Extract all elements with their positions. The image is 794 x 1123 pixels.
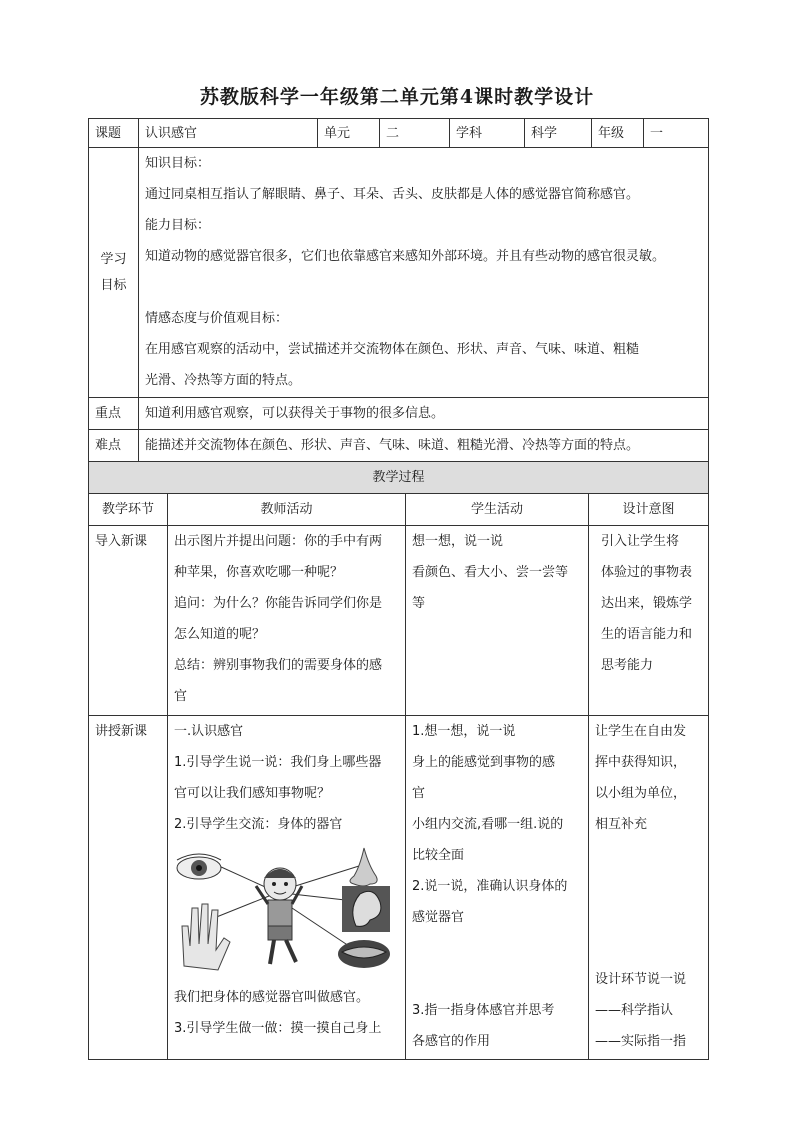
intro-teacher-line: 总结：辨别事物我们的需要身体的感 — [174, 658, 383, 673]
lecture-design — [589, 716, 709, 1060]
intro-teacher-line: 怎么知道的呢？ — [174, 627, 266, 642]
col-student: 学生活动 — [406, 494, 589, 526]
intro-design-line: 引入让学生将 — [601, 534, 680, 549]
sense-organs-illustration — [174, 846, 394, 976]
intro-stage: 导入新课 — [89, 526, 168, 716]
intro-design — [589, 526, 709, 716]
grade-label: 年级 — [592, 119, 644, 148]
lecture-design-line: 设计环节说一说 — [595, 972, 687, 987]
page-title: 苏教版科学一年级第二单元第4课时教学设计 — [199, 86, 595, 108]
lecture-teacher — [168, 716, 406, 1060]
emotion-title: 情感态度与价值观目标： — [145, 311, 289, 326]
knowledge-title: 知识目标： — [145, 156, 211, 171]
topic-value: 认识感官 — [139, 119, 318, 148]
ear-icon — [342, 886, 390, 932]
intro-teacher-line: 官 — [174, 689, 188, 704]
emotion-text-2: 光滑、冷热等方面的特点。 — [145, 373, 302, 388]
lecture-design-line: 以小组为单位， — [595, 786, 687, 801]
lecture-student-line: 2.说一说，准确认识身体的 — [412, 879, 568, 894]
lecture-teacher-line: 2.引导学生交流：身体的器官 — [174, 817, 343, 832]
col-teacher: 教师活动 — [168, 494, 406, 526]
lecture-student-line: 官 — [412, 786, 426, 801]
col-design: 设计意图 — [589, 494, 709, 526]
mouth-icon — [338, 940, 390, 968]
lecture-student-line: 感觉器官 — [412, 910, 465, 925]
lecture-student-line: 身上的能感觉到事物的感 — [412, 755, 556, 770]
ability-text: 知道动物的感觉器官很多，它们也依靠感官来感知外部环境。并且有些动物的感官很灵敏。 — [145, 249, 666, 264]
intro-design-line: 达出来，锻炼学 — [601, 596, 693, 611]
lecture-student-line: 3.指一指身体感官并思考 — [412, 1003, 555, 1018]
lecture-design-line: 让学生在自由发 — [595, 724, 687, 739]
hand-icon — [182, 904, 230, 970]
boy-figure-icon — [256, 868, 302, 964]
key-point-text: 知道利用感官观察，可以获得关于事物的很多信息。 — [139, 398, 709, 430]
col-stage: 教学环节 — [89, 494, 168, 526]
lecture-design-line: ——科学指认 — [595, 1003, 674, 1018]
eye-icon — [177, 854, 221, 879]
emotion-text-1: 在用感官观察的活动中，尝试描述并交流物体在颜色、形状、声音、气味、味道、粗糙 — [145, 342, 640, 357]
lecture-student-line: 小组内交流,看哪一组.说的 — [412, 817, 564, 832]
goals-label-text: 学习目标 — [100, 251, 127, 293]
lecture-student-line: 各感官的作用 — [412, 1034, 491, 1049]
difficulty-label: 难点 — [89, 430, 139, 462]
key-point-label: 重点 — [89, 398, 139, 430]
goals-label — [89, 148, 139, 398]
lecture-design-line: ——实际指一指 — [595, 1034, 687, 1049]
ability-title: 能力目标： — [145, 218, 211, 233]
lesson-info-table — [88, 118, 709, 462]
difficulty-text: 能描述并交流物体在颜色、形状、声音、气味、味道、粗糙光滑、冷热等方面的特点。 — [139, 430, 709, 462]
lecture-student-line: 1.想一想，说一说 — [412, 724, 516, 739]
lecture-stage: 讲授新课 — [89, 716, 168, 1060]
topic-label: 课题 — [89, 119, 139, 148]
lecture-teacher-line: 我们把身体的感觉器官叫做感官。 — [174, 990, 370, 1005]
lecture-teacher-line: 1.引导学生说一说：我们身上哪些器 — [174, 755, 382, 770]
lecture-design-line: 挥中获得知识， — [595, 755, 687, 770]
intro-student-line: 看颜色、看大小、尝一尝等 — [412, 565, 569, 580]
unit-label: 单元 — [318, 119, 380, 148]
intro-teacher — [168, 526, 406, 716]
intro-teacher-line: 追问：为什么？你能告诉同学们你是 — [174, 596, 383, 611]
intro-design-line: 生的语言能力和 — [601, 627, 693, 642]
knowledge-text: 通过同桌相互指认了解眼睛、鼻子、耳朵、舌头、皮肤都是人体的感觉器官简称感官。 — [145, 187, 640, 202]
process-table — [88, 461, 709, 1060]
intro-student — [406, 526, 589, 716]
subject-value: 科学 — [525, 119, 592, 148]
lecture-teacher-line: 官可以让我们感知事物呢？ — [174, 786, 331, 801]
sense-organs-svg — [174, 846, 394, 976]
intro-design-line: 思考能力 — [601, 658, 654, 673]
intro-design-line: 体验过的事物表 — [601, 565, 693, 580]
lecture-design-line: 相互补充 — [595, 817, 648, 832]
unit-value: 二 — [380, 119, 450, 148]
grade-value: 一 — [644, 119, 709, 148]
goals-content — [139, 148, 709, 398]
lecture-teacher-line: 一.认识感官 — [174, 724, 244, 739]
intro-teacher-line: 种苹果，你喜欢吃哪一种呢？ — [174, 565, 344, 580]
intro-teacher-line: 出示图片并提出问题：你的手中有两 — [174, 534, 383, 549]
lecture-student-line: 比较全面 — [412, 848, 465, 863]
subject-label: 学科 — [450, 119, 525, 148]
lecture-student — [406, 716, 589, 1060]
intro-student-line: 想一想，说一说 — [412, 534, 504, 549]
intro-student-line: 等 — [412, 596, 426, 611]
process-header: 教学过程 — [89, 462, 709, 494]
lecture-teacher-line: 3.引导学生做一做：摸一摸自己身上 — [174, 1021, 382, 1036]
nose-icon — [350, 848, 377, 886]
